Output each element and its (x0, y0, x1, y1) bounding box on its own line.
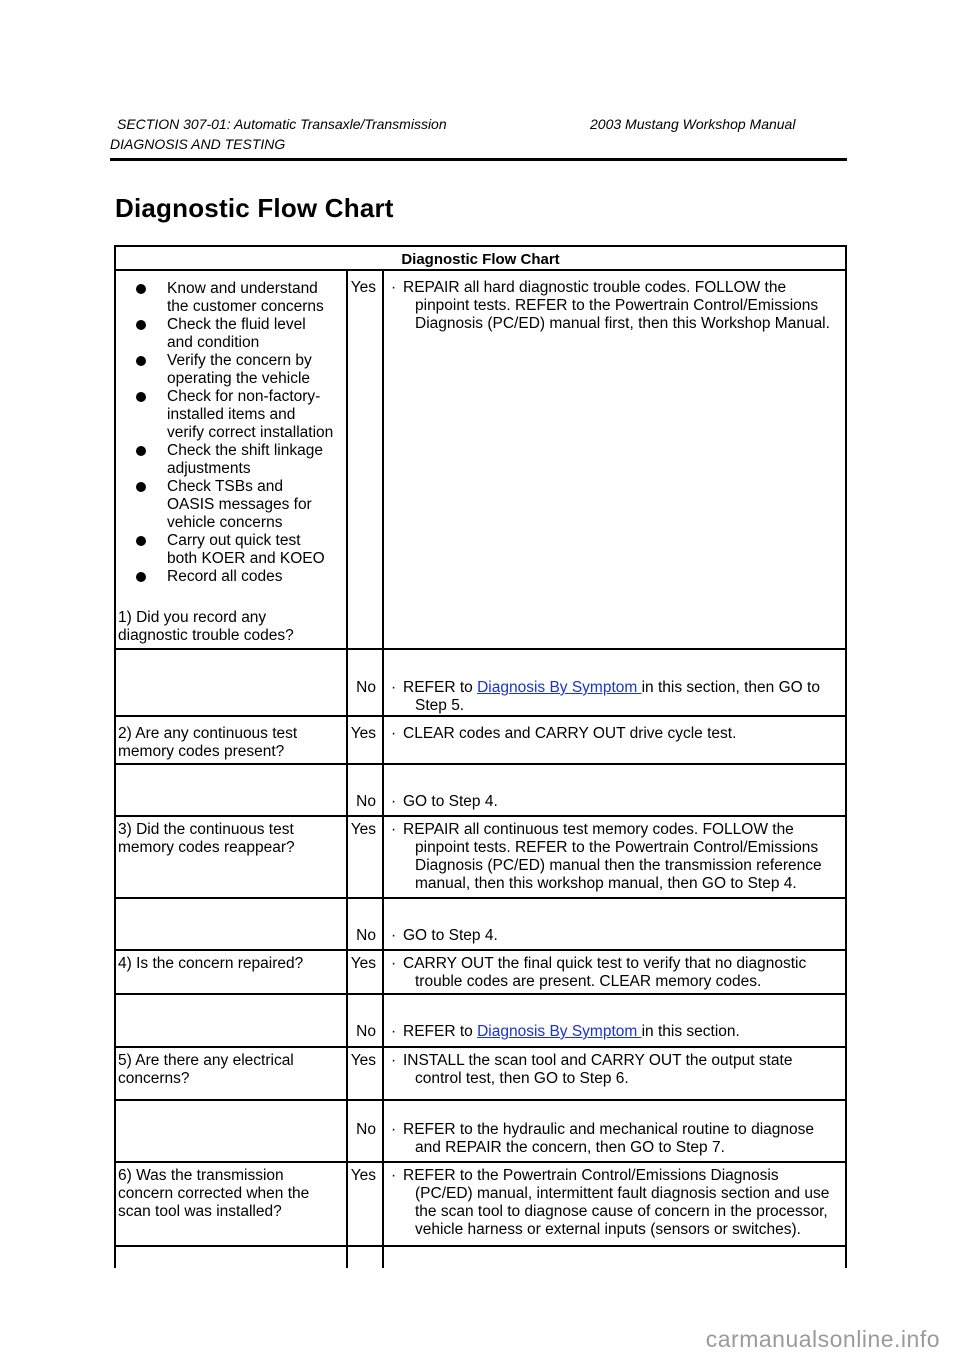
action-marker: · (391, 793, 397, 810)
action-marker: · (391, 955, 397, 972)
action-marker: · (391, 679, 397, 696)
step-question (118, 1052, 294, 1088)
step-question (118, 609, 294, 645)
row-rule (114, 715, 847, 717)
no-action (391, 793, 498, 811)
yes-label: Yes (350, 1167, 376, 1184)
action-line: control test, then GO to Step 6. (415, 1070, 629, 1087)
action-line: Diagnosis (PC/ED) manual first, then this Workshop Manual. (415, 315, 830, 332)
action-line: GO to Step 4. (403, 927, 498, 944)
question-line: 6) Was the transmission (118, 1167, 284, 1184)
bullet-dot (136, 572, 146, 582)
no-label: No (356, 1023, 376, 1040)
action-marker: · (391, 279, 397, 296)
action-line: CARRY OUT the final quick test to verify that no diagnostic (403, 955, 807, 972)
question-line: 4) Is the concern repaired? (118, 955, 304, 972)
bullet-text: Check the shift linkage (167, 442, 323, 459)
table-title-rule (114, 269, 847, 271)
yes-action (391, 821, 822, 893)
question-line: 2) Are any continuous test (118, 725, 298, 742)
action-line: vehicle harness or external inputs (sensors or switches). (415, 1221, 801, 1238)
diagnosis-by-symptom-link[interactable]: Diagnosis By Symptom (477, 679, 642, 696)
action-line: REPAIR all hard diagnostic trouble codes. FOLLOW the (403, 279, 787, 296)
question-line: concern corrected when the (118, 1185, 310, 1202)
yes-label: Yes (350, 1052, 376, 1069)
row-rule (114, 1046, 847, 1048)
bullet-text: OASIS messages for (167, 496, 312, 513)
question-line: 1) Did you record any (118, 609, 267, 626)
bullet-item (136, 532, 325, 568)
action-line: the scan tool to diagnose cause of concern in the processor, (415, 1203, 828, 1220)
action-marker: · (391, 1023, 397, 1040)
bullet-text: Check TSBs and (167, 478, 284, 495)
bullet-text: and condition (167, 334, 260, 351)
action-text: REFER to (403, 1023, 478, 1040)
step-question (118, 821, 295, 857)
no-action (391, 679, 820, 715)
row-rule (114, 993, 847, 995)
action-text: REFER to (403, 679, 478, 696)
yes-action (391, 279, 830, 333)
bullet-text: Check the fluid level (167, 316, 306, 333)
table-divider-action (382, 270, 384, 1268)
bullet-item (136, 568, 282, 586)
action-line: and REPAIR the concern, then GO to Step 7. (415, 1139, 725, 1156)
bullet-item (136, 352, 312, 388)
action-marker: · (391, 1121, 397, 1138)
yes-action (391, 725, 736, 743)
bullet-item (136, 280, 324, 316)
bullet-item (136, 478, 312, 532)
table-title: Diagnostic Flow Chart (401, 251, 560, 268)
no-label: No (356, 927, 376, 944)
no-label: No (356, 793, 376, 810)
bullet-item (136, 442, 323, 478)
yes-label: Yes (350, 955, 376, 972)
table-border-right (845, 245, 847, 1268)
no-label: No (356, 679, 376, 696)
action-line: Step 5. (415, 697, 465, 714)
yes-action (391, 955, 806, 991)
bullet-text: the customer concerns (167, 298, 324, 315)
no-action (391, 927, 498, 945)
bullet-text: Know and understand (167, 280, 318, 297)
bullet-text: adjustments (167, 460, 251, 477)
bullet-text: Check for non-factory- (167, 388, 321, 405)
action-line: (PC/ED) manual, intermittent fault diagnosis section and use (415, 1185, 830, 1202)
action-line: CLEAR codes and CARRY OUT drive cycle test. (403, 725, 737, 742)
header-manual-title: 2003 Mustang Workshop Manual (590, 116, 796, 132)
yes-action (391, 1052, 792, 1088)
action-marker: · (391, 1167, 397, 1184)
step-question (118, 1167, 309, 1221)
yes-action (391, 1167, 829, 1239)
bullet-dot (136, 392, 146, 402)
bullet-text: installed items and (167, 406, 296, 423)
row-rule (114, 815, 847, 817)
row-rule (114, 897, 847, 899)
header-section: SECTION 307-01: Automatic Transaxle/Transmission (117, 116, 447, 132)
watermark: carmanualsonline.info (705, 1326, 940, 1352)
action-marker: · (391, 1052, 397, 1069)
bullet-text: Verify the concern by (167, 352, 312, 369)
action-marker: · (391, 821, 397, 838)
action-line: REFER to the Powertrain Control/Emissions Diagnosis (403, 1167, 779, 1184)
bullet-text: verify correct installation (167, 424, 334, 441)
question-line: memory codes present? (118, 743, 285, 760)
question-line: scan tool was installed? (118, 1203, 282, 1220)
no-action (391, 1121, 814, 1157)
action-marker: · (391, 927, 397, 944)
action-text: in this section, then GO to (641, 679, 820, 696)
yes-label: Yes (350, 821, 376, 838)
page-title: Diagnostic Flow Chart (115, 193, 394, 223)
bullet-dot (136, 482, 146, 492)
bullet-text: Carry out quick test (167, 532, 301, 549)
step-question (118, 725, 297, 761)
yes-label: Yes (350, 725, 376, 742)
row-rule (114, 648, 847, 650)
row-rule (114, 949, 847, 951)
diagnosis-by-symptom-link[interactable]: Diagnosis By Symptom (477, 1023, 642, 1040)
action-marker: · (391, 725, 397, 742)
action-line: pinpoint tests. REFER to the Powertrain Control/Emissions (415, 297, 819, 314)
question-line: concerns? (118, 1070, 190, 1087)
question-line: 3) Did the continuous test (118, 821, 294, 838)
diagnostic-table (114, 245, 847, 1268)
bullet-text: operating the vehicle (167, 370, 311, 387)
action-line: Diagnosis (PC/ED) manual then the transmission reference (415, 857, 822, 874)
header-rule (110, 158, 847, 161)
bullet-dot (136, 356, 146, 366)
table-border-top (114, 245, 847, 247)
question-line: diagnostic trouble codes? (118, 627, 294, 644)
bullet-text: both KOER and KOEO (167, 550, 325, 567)
action-line: trouble codes are present. CLEAR memory codes. (415, 973, 762, 990)
header-subsection: DIAGNOSIS AND TESTING (110, 136, 286, 152)
yes-label: Yes (350, 279, 376, 296)
action-line: GO to Step 4. (403, 793, 498, 810)
bullet-text: vehicle concerns (167, 514, 283, 531)
bullet-dot (136, 284, 146, 294)
action-line: pinpoint tests. REFER to the Powertrain Control/Emissions (415, 839, 819, 856)
row-rule (114, 763, 847, 765)
bullet-dot (136, 536, 146, 546)
row-rule (114, 1245, 847, 1247)
table-border-left (114, 245, 116, 1268)
action-line: INSTALL the scan tool and CARRY OUT the output state (403, 1052, 793, 1069)
question-line: 5) Are there any electrical (118, 1052, 294, 1069)
action-line: manual, then this workshop manual, then GO to Step 4. (415, 875, 797, 892)
bullet-item (136, 316, 306, 352)
bullet-dot (136, 320, 146, 330)
action-line: REPAIR all continuous test memory codes. FOLLOW the (403, 821, 794, 838)
table-divider-answer (346, 270, 348, 1268)
no-label: No (356, 1121, 376, 1138)
bullet-dot (136, 446, 146, 456)
bullet-text: Record all codes (167, 568, 283, 585)
step-question (118, 955, 303, 973)
question-line: memory codes reappear? (118, 839, 295, 856)
bullet-item (136, 388, 333, 442)
row-rule (114, 1161, 847, 1163)
row-rule (114, 1099, 847, 1101)
action-text: in this section. (641, 1023, 740, 1040)
no-action (391, 1023, 740, 1041)
action-line: REFER to the hydraulic and mechanical routine to diagnose (403, 1121, 814, 1138)
